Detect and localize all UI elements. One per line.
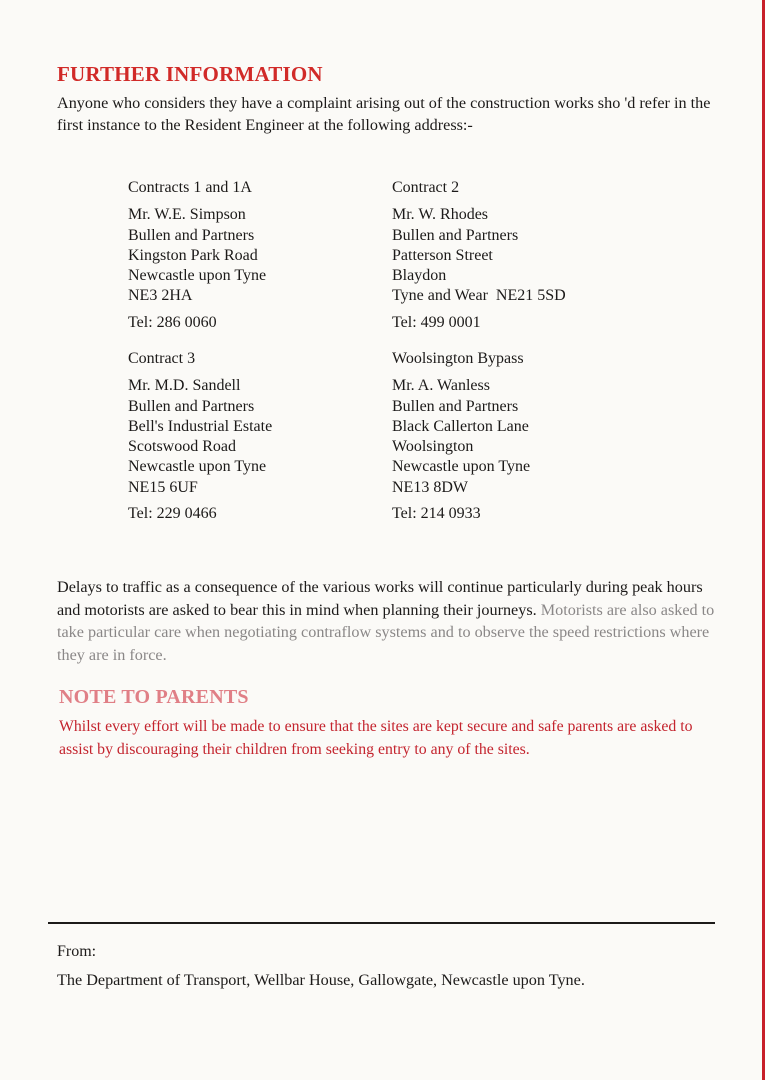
contact-telephone: Tel: 229 0466 [128,505,217,523]
from-label: From: [57,943,97,960]
contact-telephone: Tel: 499 0001 [392,313,481,331]
contact-line: Bullen and Partners [128,226,255,244]
further-information-heading: FURTHER INFORMATION [57,62,323,86]
note-to-parents-heading: NOTE TO PARENTS [59,686,249,708]
contact-line: Newcastle upon Tyne [392,458,531,476]
contact-block-woolsington-bypass [392,349,530,524]
contract-name: Contract 2 [392,179,460,196]
contact-line: Black Callerton Lane [392,417,529,435]
contact-line: Patterson Street [392,246,493,264]
contact-line: Bell's Industrial Estate [128,417,273,435]
contraflow-advice-text: Motorists are also asked to take particular care when negotiating contraflow systems and to observe the speed restrictions where they are in force. [57,600,715,664]
contact-telephone: Tel: 286 0060 [128,313,217,331]
contact-line: NE3 2HA [128,287,193,305]
complaint-intro-paragraph: Anyone who considers they have a complaint arising out of the construction works sho 'd refer in the first instance to the Resident Engineer at the following address:- [57,94,711,134]
delays-text: Delays to traffic as a consequence of the various works will continue particularly during peak hours and motorists are asked to bear this in mind when planning their journeys. [57,578,703,619]
contact-telephone: Tel: 214 0933 [392,505,481,523]
contact-line: Woolsington [392,438,474,456]
contact-line: Bullen and Partners [128,397,255,415]
contact-line: Bullen and Partners [392,397,519,415]
contract-name: Contract 3 [128,350,196,367]
contact-block-contracts-1-1a [128,178,266,333]
contact-line: Newcastle upon Tyne [128,267,267,285]
contact-line: Bullen and Partners [392,226,519,244]
contact-line: NE13 8DW [392,478,468,496]
contact-line: NE15 6UF [128,478,198,496]
contact-line: Kingston Park Road [128,246,258,264]
contact-line: Scotswood Road [128,438,236,456]
contact-line: Blaydon [392,267,447,285]
contact-line: Newcastle upon Tyne [128,458,267,476]
contact-line: Mr. A. Wanless [392,377,490,395]
contract-name: Woolsington Bypass [392,350,524,367]
contact-line: Tyne and Wear NE21 5SD [392,287,566,305]
traffic-delays-paragraph [57,576,722,666]
contact-block-contract-2 [392,178,566,333]
contract-name: Contracts 1 and 1A [128,179,252,196]
department-address: The Department of Transport, Wellbar House, Gallowgate, Newcastle upon Tyne. [57,971,585,989]
note-to-parents-text: Whilst every effort will be made to ensure that the sites are kept secure and safe parents are asked to assist by discouraging their children from seeking entry to any of the sites. [59,718,693,758]
contact-line: Mr. M.D. Sandell [128,377,241,395]
contact-line: Mr. W.E. Simpson [128,206,246,224]
contact-block-contract-3 [128,349,272,524]
contact-line: Mr. W. Rhodes [392,206,489,224]
footer-divider [48,922,715,924]
